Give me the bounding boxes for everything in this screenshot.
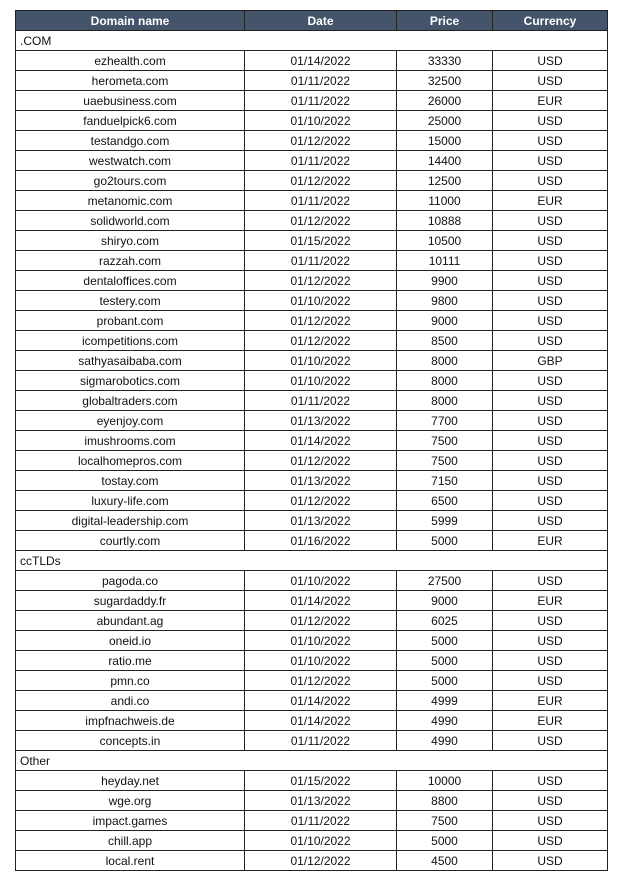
domain-name-cell: ezhealth.com — [16, 51, 245, 71]
domain-name-cell: abundant.ag — [16, 611, 245, 631]
price-cell: 7150 — [397, 471, 493, 491]
date-cell: 01/11/2022 — [245, 731, 397, 751]
price-cell: 25000 — [397, 111, 493, 131]
table-row — [16, 611, 608, 631]
table-row — [16, 71, 608, 91]
table-row — [16, 411, 608, 431]
table-row — [16, 371, 608, 391]
domain-name-cell: oneid.io — [16, 631, 245, 651]
price-cell: 32500 — [397, 71, 493, 91]
currency-cell: USD — [493, 831, 608, 851]
domain-name-cell: tostay.com — [16, 471, 245, 491]
price-cell: 6025 — [397, 611, 493, 631]
price-cell: 7700 — [397, 411, 493, 431]
domain-name-cell: metanomic.com — [16, 191, 245, 211]
group-label: ccTLDs — [16, 551, 608, 571]
currency-cell: USD — [493, 451, 608, 471]
currency-cell: USD — [493, 71, 608, 91]
price-cell: 9000 — [397, 591, 493, 611]
currency-cell: USD — [493, 271, 608, 291]
domain-name-cell: andi.co — [16, 691, 245, 711]
table-row — [16, 851, 608, 871]
domain-name-cell: fanduelpick6.com — [16, 111, 245, 131]
table-row — [16, 651, 608, 671]
price-cell: 7500 — [397, 431, 493, 451]
table-row — [16, 591, 608, 611]
table-row — [16, 731, 608, 751]
currency-cell: USD — [493, 171, 608, 191]
column-header-price: Price — [397, 11, 493, 31]
currency-cell: USD — [493, 731, 608, 751]
price-cell: 11000 — [397, 191, 493, 211]
table-row — [16, 271, 608, 291]
domain-name-cell: pmn.co — [16, 671, 245, 691]
domain-name-cell: globaltraders.com — [16, 391, 245, 411]
price-cell: 9800 — [397, 291, 493, 311]
table-row — [16, 811, 608, 831]
date-cell: 01/12/2022 — [245, 851, 397, 871]
date-cell: 01/11/2022 — [245, 151, 397, 171]
domain-name-cell: impfnachweis.de — [16, 711, 245, 731]
date-cell: 01/12/2022 — [245, 331, 397, 351]
currency-cell: USD — [493, 311, 608, 331]
domain-name-cell: shiryo.com — [16, 231, 245, 251]
header-row — [16, 11, 608, 31]
date-cell: 01/14/2022 — [245, 591, 397, 611]
currency-cell: USD — [493, 771, 608, 791]
table-row — [16, 531, 608, 551]
currency-cell: USD — [493, 471, 608, 491]
table-row — [16, 251, 608, 271]
currency-cell: USD — [493, 291, 608, 311]
date-cell: 01/13/2022 — [245, 471, 397, 491]
price-cell: 4999 — [397, 691, 493, 711]
price-cell: 6500 — [397, 491, 493, 511]
column-header-date: Date — [245, 11, 397, 31]
domain-name-cell: sathyasaibaba.com — [16, 351, 245, 371]
table-body — [16, 31, 608, 871]
price-cell: 5000 — [397, 531, 493, 551]
table-row — [16, 631, 608, 651]
table-row — [16, 471, 608, 491]
price-cell: 8800 — [397, 791, 493, 811]
domain-name-cell: herometa.com — [16, 71, 245, 91]
group-row — [16, 751, 608, 771]
price-cell: 10000 — [397, 771, 493, 791]
date-cell: 01/10/2022 — [245, 291, 397, 311]
domain-name-cell: concepts.in — [16, 731, 245, 751]
table-row — [16, 51, 608, 71]
date-cell: 01/13/2022 — [245, 511, 397, 531]
domain-name-cell: dentaloffices.com — [16, 271, 245, 291]
date-cell: 01/14/2022 — [245, 51, 397, 71]
currency-cell: USD — [493, 811, 608, 831]
price-cell: 7500 — [397, 451, 493, 471]
price-cell: 7500 — [397, 811, 493, 831]
price-cell: 27500 — [397, 571, 493, 591]
currency-cell: GBP — [493, 351, 608, 371]
domain-name-cell: sigmarobotics.com — [16, 371, 245, 391]
domain-name-cell: local.rent — [16, 851, 245, 871]
date-cell: 01/12/2022 — [245, 611, 397, 631]
table-row — [16, 131, 608, 151]
date-cell: 01/15/2022 — [245, 231, 397, 251]
table-row — [16, 91, 608, 111]
price-cell: 10500 — [397, 231, 493, 251]
date-cell: 01/10/2022 — [245, 631, 397, 651]
price-cell: 5000 — [397, 651, 493, 671]
domain-sales-sheet — [15, 10, 607, 871]
currency-cell: USD — [493, 331, 608, 351]
table-row — [16, 511, 608, 531]
currency-cell: USD — [493, 51, 608, 71]
currency-cell: USD — [493, 371, 608, 391]
table-row — [16, 771, 608, 791]
group-row — [16, 31, 608, 51]
date-cell: 01/11/2022 — [245, 91, 397, 111]
currency-cell: EUR — [493, 91, 608, 111]
domain-name-cell: ratio.me — [16, 651, 245, 671]
table-row — [16, 451, 608, 471]
currency-cell: USD — [493, 791, 608, 811]
table-row — [16, 171, 608, 191]
domain-name-cell: solidworld.com — [16, 211, 245, 231]
price-cell: 5000 — [397, 831, 493, 851]
currency-cell: USD — [493, 611, 608, 631]
date-cell: 01/12/2022 — [245, 671, 397, 691]
domain-name-cell: probant.com — [16, 311, 245, 331]
domain-name-cell: sugardaddy.fr — [16, 591, 245, 611]
price-cell: 5000 — [397, 631, 493, 651]
price-cell: 10111 — [397, 251, 493, 271]
currency-cell: USD — [493, 151, 608, 171]
date-cell: 01/10/2022 — [245, 351, 397, 371]
table-row — [16, 671, 608, 691]
date-cell: 01/12/2022 — [245, 451, 397, 471]
date-cell: 01/10/2022 — [245, 571, 397, 591]
price-cell: 8500 — [397, 331, 493, 351]
table-row — [16, 431, 608, 451]
currency-cell: EUR — [493, 591, 608, 611]
domain-name-cell: wge.org — [16, 791, 245, 811]
table-row — [16, 391, 608, 411]
price-cell: 33330 — [397, 51, 493, 71]
date-cell: 01/12/2022 — [245, 211, 397, 231]
price-cell: 4990 — [397, 711, 493, 731]
currency-cell: USD — [493, 671, 608, 691]
currency-cell: EUR — [493, 711, 608, 731]
table-row — [16, 111, 608, 131]
price-cell: 5999 — [397, 511, 493, 531]
date-cell: 01/13/2022 — [245, 791, 397, 811]
domain-sales-table — [15, 10, 608, 871]
domain-name-cell: westwatch.com — [16, 151, 245, 171]
table-row — [16, 151, 608, 171]
date-cell: 01/14/2022 — [245, 691, 397, 711]
domain-name-cell: icompetitions.com — [16, 331, 245, 351]
domain-name-cell: testery.com — [16, 291, 245, 311]
currency-cell: USD — [493, 211, 608, 231]
date-cell: 01/12/2022 — [245, 311, 397, 331]
domain-name-cell: courtly.com — [16, 531, 245, 551]
price-cell: 5000 — [397, 671, 493, 691]
currency-cell: USD — [493, 511, 608, 531]
date-cell: 01/10/2022 — [245, 651, 397, 671]
table-row — [16, 191, 608, 211]
currency-cell: EUR — [493, 531, 608, 551]
price-cell: 12500 — [397, 171, 493, 191]
domain-name-cell: razzah.com — [16, 251, 245, 271]
table-row — [16, 291, 608, 311]
currency-cell: USD — [493, 631, 608, 651]
currency-cell: USD — [493, 391, 608, 411]
price-cell: 8000 — [397, 391, 493, 411]
column-header-currency: Currency — [493, 11, 608, 31]
currency-cell: EUR — [493, 691, 608, 711]
price-cell: 10888 — [397, 211, 493, 231]
table-row — [16, 831, 608, 851]
domain-name-cell: impact.games — [16, 811, 245, 831]
table-row — [16, 691, 608, 711]
group-row — [16, 551, 608, 571]
domain-name-cell: chill.app — [16, 831, 245, 851]
currency-cell: USD — [493, 111, 608, 131]
date-cell: 01/12/2022 — [245, 131, 397, 151]
currency-cell: USD — [493, 411, 608, 431]
table-row — [16, 311, 608, 331]
price-cell: 15000 — [397, 131, 493, 151]
domain-name-cell: uaebusiness.com — [16, 91, 245, 111]
date-cell: 01/11/2022 — [245, 191, 397, 211]
price-cell: 8000 — [397, 371, 493, 391]
price-cell: 14400 — [397, 151, 493, 171]
domain-name-cell: imushrooms.com — [16, 431, 245, 451]
table-row — [16, 791, 608, 811]
price-cell: 9000 — [397, 311, 493, 331]
group-label: .COM — [16, 31, 608, 51]
currency-cell: USD — [493, 251, 608, 271]
currency-cell: USD — [493, 231, 608, 251]
group-label: Other — [16, 751, 608, 771]
date-cell: 01/11/2022 — [245, 251, 397, 271]
table-row — [16, 571, 608, 591]
domain-name-cell: luxury-life.com — [16, 491, 245, 511]
table-row — [16, 331, 608, 351]
date-cell: 01/14/2022 — [245, 711, 397, 731]
table-row — [16, 351, 608, 371]
table-row — [16, 231, 608, 251]
price-cell: 26000 — [397, 91, 493, 111]
date-cell: 01/16/2022 — [245, 531, 397, 551]
column-header-domain-name: Domain name — [16, 11, 245, 31]
currency-cell: USD — [493, 131, 608, 151]
domain-name-cell: digital-leadership.com — [16, 511, 245, 531]
date-cell: 01/12/2022 — [245, 491, 397, 511]
date-cell: 01/14/2022 — [245, 431, 397, 451]
currency-cell: EUR — [493, 191, 608, 211]
currency-cell: USD — [493, 431, 608, 451]
date-cell: 01/10/2022 — [245, 831, 397, 851]
date-cell: 01/11/2022 — [245, 391, 397, 411]
date-cell: 01/12/2022 — [245, 171, 397, 191]
currency-cell: USD — [493, 851, 608, 871]
date-cell: 01/10/2022 — [245, 111, 397, 131]
date-cell: 01/10/2022 — [245, 371, 397, 391]
table-row — [16, 711, 608, 731]
date-cell: 01/15/2022 — [245, 771, 397, 791]
domain-name-cell: heyday.net — [16, 771, 245, 791]
table-row — [16, 491, 608, 511]
table-header — [16, 11, 608, 31]
date-cell: 01/12/2022 — [245, 271, 397, 291]
domain-name-cell: go2tours.com — [16, 171, 245, 191]
price-cell: 4500 — [397, 851, 493, 871]
currency-cell: USD — [493, 571, 608, 591]
price-cell: 4990 — [397, 731, 493, 751]
date-cell: 01/11/2022 — [245, 71, 397, 91]
domain-name-cell: testandgo.com — [16, 131, 245, 151]
currency-cell: USD — [493, 651, 608, 671]
domain-name-cell: eyenjoy.com — [16, 411, 245, 431]
table-row — [16, 211, 608, 231]
domain-name-cell: localhomepros.com — [16, 451, 245, 471]
price-cell: 9900 — [397, 271, 493, 291]
currency-cell: USD — [493, 491, 608, 511]
price-cell: 8000 — [397, 351, 493, 371]
date-cell: 01/11/2022 — [245, 811, 397, 831]
date-cell: 01/13/2022 — [245, 411, 397, 431]
domain-name-cell: pagoda.co — [16, 571, 245, 591]
